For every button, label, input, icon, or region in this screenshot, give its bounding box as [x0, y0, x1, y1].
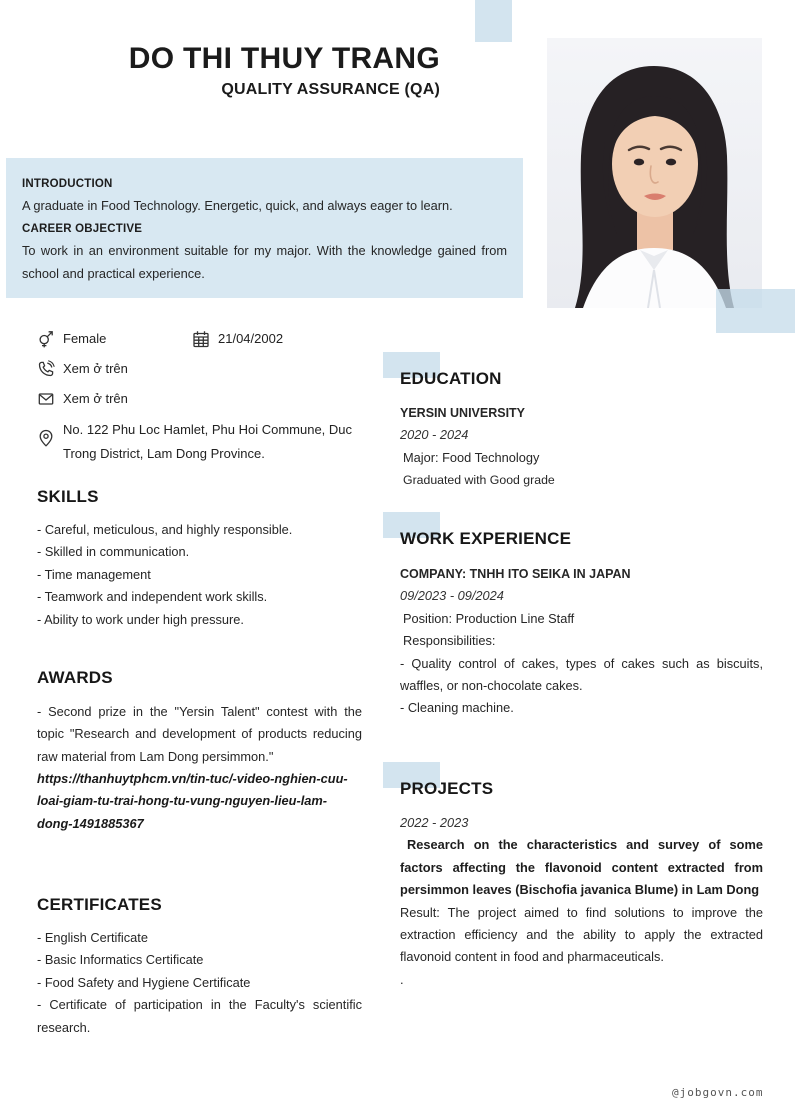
education-grade: Graduated with Good grade: [403, 473, 555, 488]
skill-item: - Ability to work under high pressure.: [37, 611, 244, 627]
candidate-name: DO THI THUY TRANG: [128, 42, 440, 75]
watermark: @jobgovn.com: [672, 1086, 764, 1099]
certificate-item: - Food Safety and Hygiene Certificate: [37, 974, 251, 990]
cv-header: [0, 42, 440, 99]
gender-value: Female: [63, 331, 107, 346]
career-objective-text: To work in an environment suitable for my major. With the knowledge gained from school and practical experience.: [22, 243, 507, 281]
experience-item: - Cleaning machine.: [400, 700, 514, 716]
candidate-job-title: QUALITY ASSURANCE (QA): [221, 81, 440, 98]
decor-square-photo-overlay: [716, 289, 795, 333]
experience-heading: WORK EXPERIENCE: [400, 529, 572, 548]
project-years: 2022 - 2023: [400, 815, 469, 830]
gender-row: [37, 330, 106, 348]
address-value: No. 122 Phu Loc Hamlet, Phu Hoi Commune, Duc Trong District, Lam Dong Province.: [63, 422, 353, 461]
experience-item: - Quality control of cakes, types of cakes such as biscuits, waffles, or non-chocolate cakes.: [400, 655, 763, 694]
awards-text: - Second prize in the "Yersin Talent" contest with the topic "Research and development of products reducing raw material from Lam Dong persimmon.": [37, 704, 362, 764]
phone-value: Xem ở trên: [63, 361, 128, 376]
education-entry: [400, 402, 763, 492]
dob-row: [192, 330, 283, 348]
address-row: [37, 421, 363, 465]
envelope-icon: [37, 390, 55, 408]
awards-heading: AWARDS: [37, 668, 113, 687]
decor-square-top: [475, 0, 512, 42]
map-pin-icon: [37, 429, 55, 447]
skills-heading: SKILLS: [37, 487, 99, 506]
email-row: [37, 390, 128, 408]
certificates-heading: CERTIFICATES: [37, 895, 162, 914]
profile-photo-illustration: [547, 38, 762, 308]
skill-item: - Teamwork and independent work skills.: [37, 589, 268, 605]
certificate-item: - Certificate of participation in the Faculty's scientific research.: [37, 997, 362, 1035]
education-years: 2020 - 2024: [400, 427, 469, 443]
phone-icon: [37, 360, 55, 378]
phone-row: [37, 360, 128, 378]
certificates-list: [37, 927, 362, 1039]
skills-list: [37, 519, 362, 631]
experience-entry: [400, 563, 763, 720]
profile-photo: [547, 38, 762, 308]
projects-entry: [400, 812, 763, 991]
skill-item: - Time management: [37, 566, 151, 582]
project-title: Research on the characteristics and survey of some factors affecting the flavonoid content extracted from persimmon leaves (Bischofia javanica Blume) in Lam Dong: [400, 837, 763, 898]
dob-value: 21/04/2002: [218, 331, 284, 346]
experience-position: Position: Production Line Staff: [403, 610, 575, 626]
experience-years: 09/2023 - 09/2024: [400, 588, 504, 604]
certificate-item: - Basic Informatics Certificate: [37, 952, 204, 968]
education-heading: EDUCATION: [400, 369, 502, 388]
project-result: Result: The project aimed to find solutions to improve the extraction efficiency and the ability to apply the extracted flavonoid content in food and pharmaceuticals.: [400, 904, 763, 965]
introduction-heading: INTRODUCTION: [22, 178, 113, 190]
project-trailing-dot: .: [400, 971, 404, 987]
gender-icon: [37, 330, 55, 348]
skill-item: - Skilled in communication.: [37, 544, 190, 560]
education-major: Major: Food Technology: [403, 449, 540, 465]
email-value: Xem ở trên: [63, 391, 128, 406]
introduction-text: A graduate in Food Technology. Energetic, quick, and always eager to learn.: [22, 198, 453, 214]
experience-company: COMPANY: TNHH ITO SEIKA IN JAPAN: [400, 567, 631, 581]
skill-item: - Careful, meticulous, and highly responsible.: [37, 522, 293, 537]
calendar-icon: [192, 330, 210, 348]
certificate-item: - English Certificate: [37, 930, 148, 945]
career-objective-heading: CAREER OBJECTIVE: [22, 222, 143, 235]
projects-heading: PROJECTS: [400, 779, 494, 798]
education-school: YERSIN UNIVERSITY: [400, 406, 526, 420]
awards-link[interactable]: https://thanhuytphcm.vn/tin-tuc/-video-nghien-cuu-loai-giam-tu-trai-hong-tu-vung-nguyen-lieu-lam-dong-1491885367: [37, 771, 348, 831]
introduction-box: [6, 158, 523, 298]
experience-responsibilities-label: Responsibilities:: [403, 633, 496, 649]
